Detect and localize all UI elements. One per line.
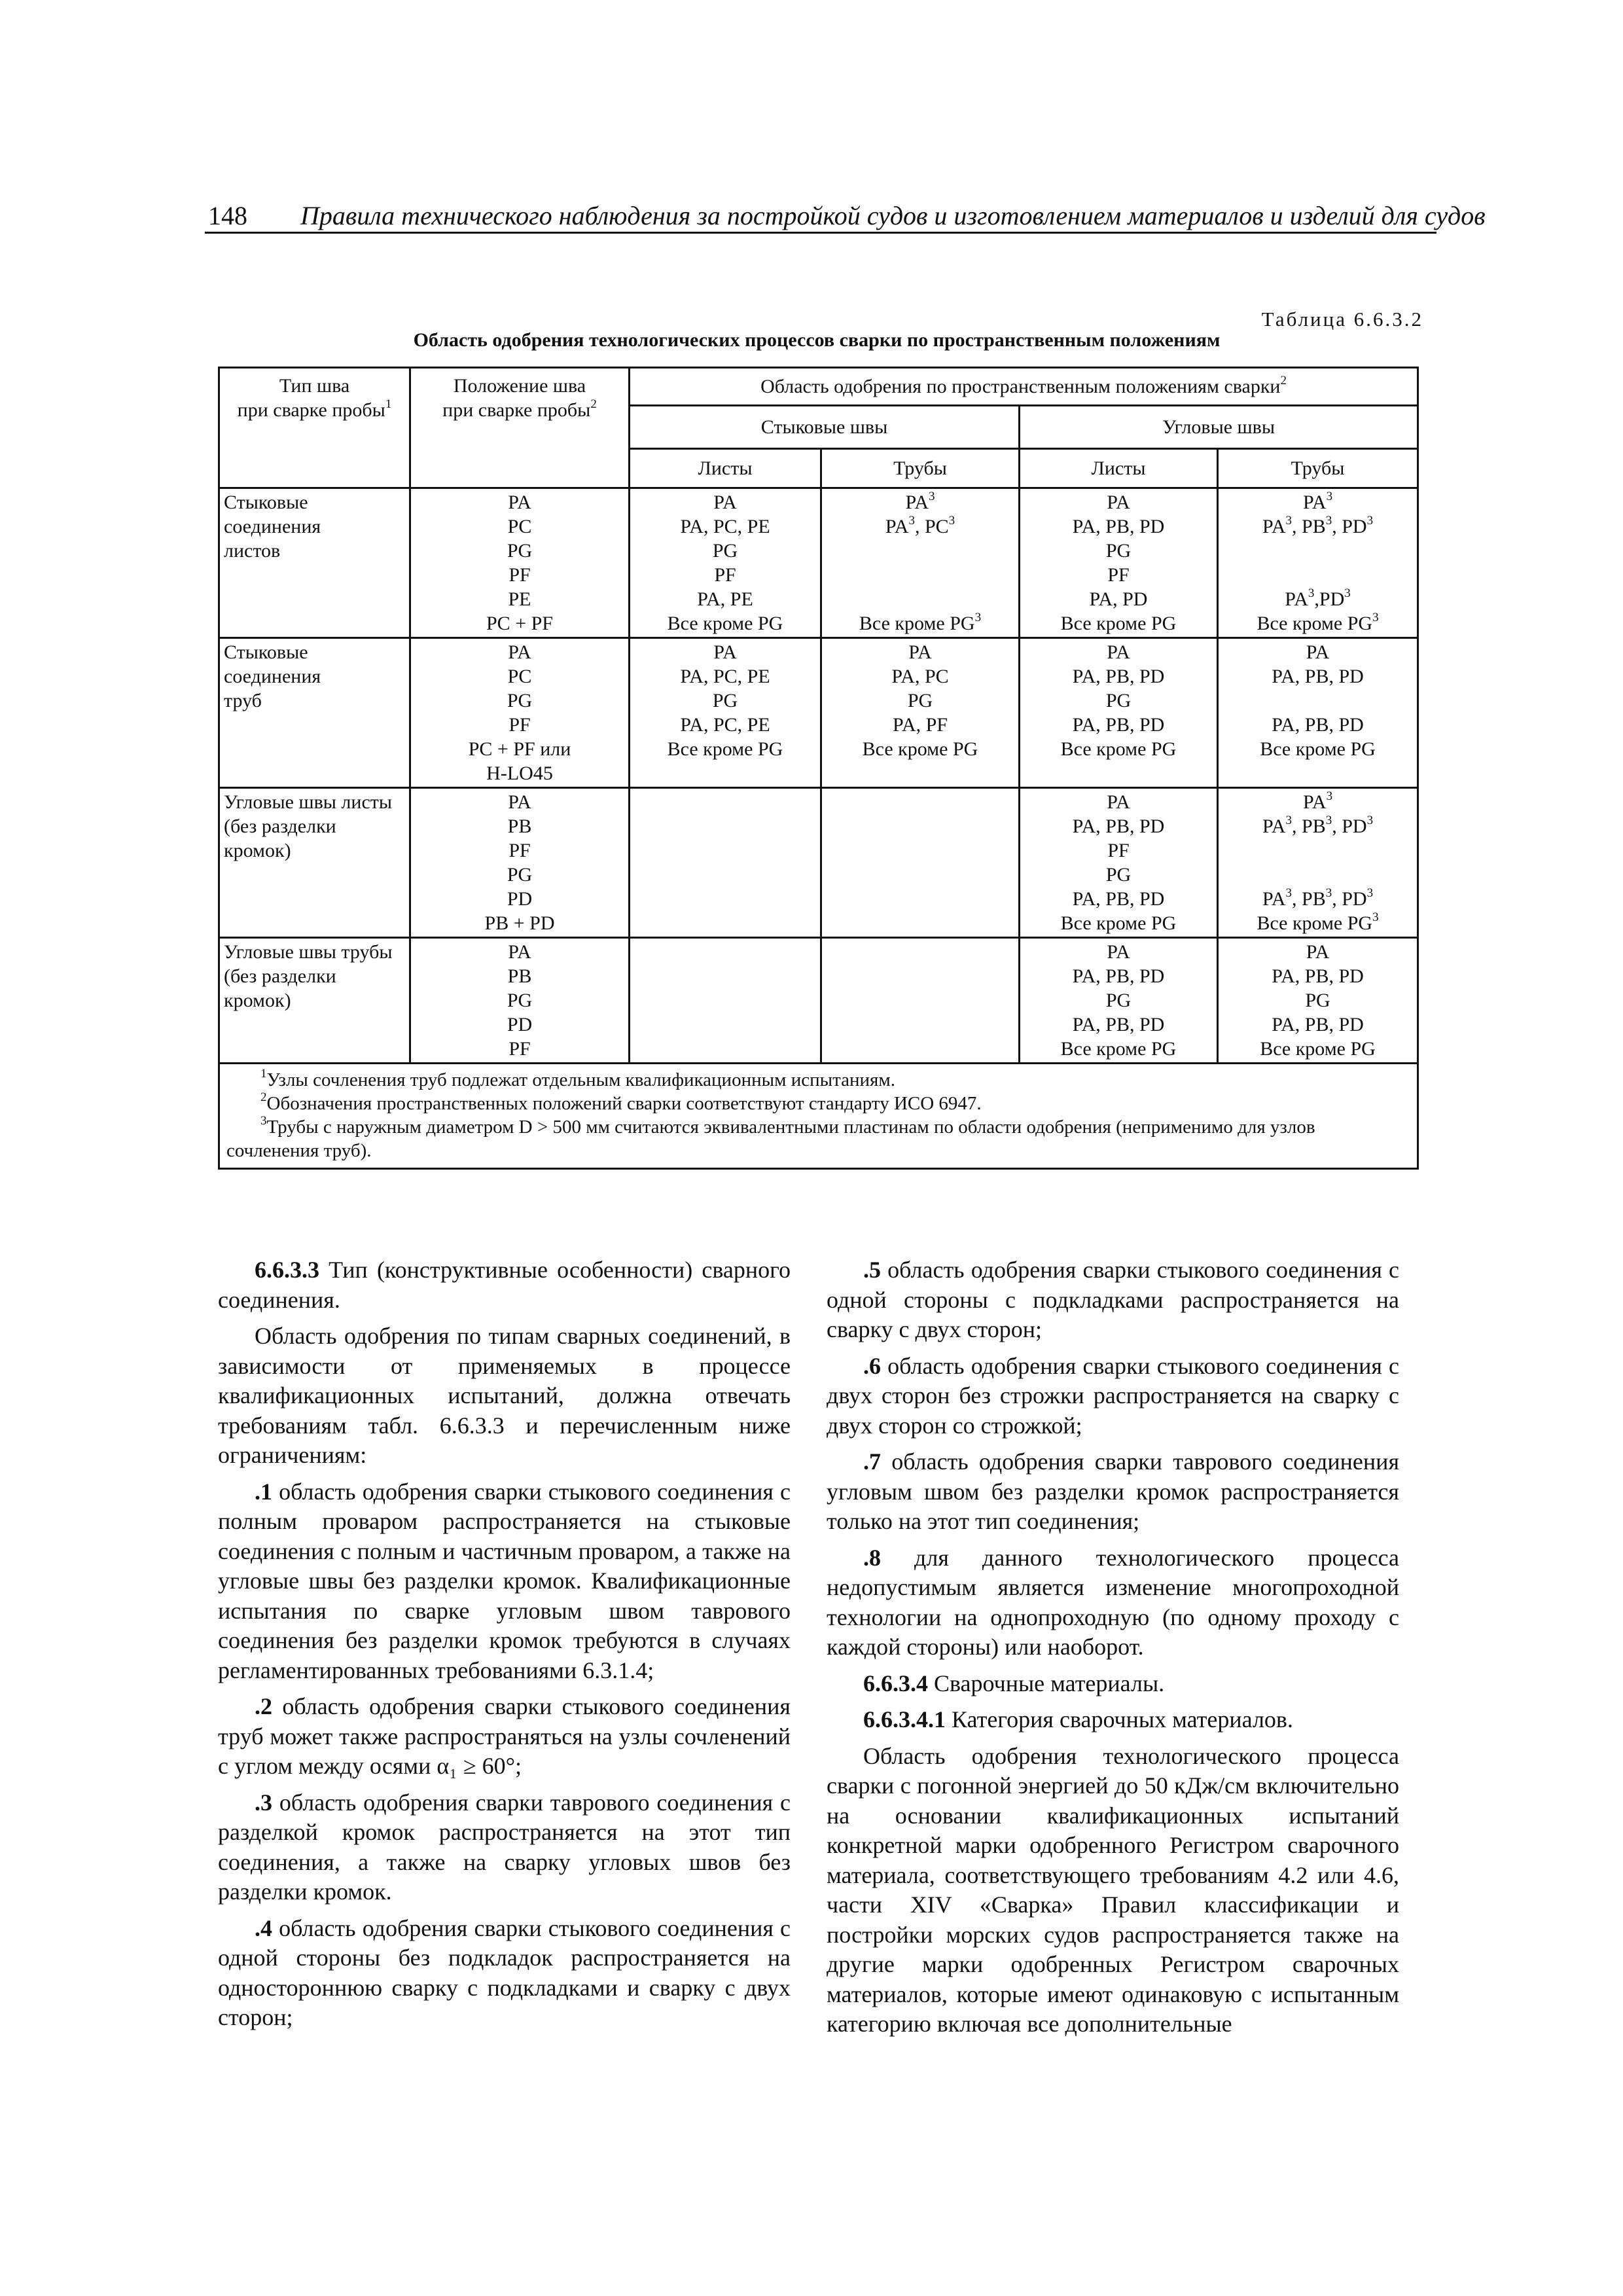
test-positions-value: PC: [507, 666, 532, 687]
header-rule: [205, 232, 1436, 234]
test-positions-value: PA: [508, 791, 531, 813]
fillet-plates-scope-value: Все кроме PG: [1060, 613, 1177, 634]
butt-plates-scope-value: PG: [712, 690, 738, 711]
paragraph: [218, 1321, 791, 1471]
paragraph-text: область одобрения сварки стыкового соединения с одной стороны без подкладок распространяется на одностороннюю сварку с подкладками и сварку с двух сторон;: [218, 1914, 791, 2030]
paragraph-text: для данного технологического процесса недопустимым является изменение многопроходной технологии на однопроходную (по одному проходу с каждой стороны) или наоборот.: [827, 1544, 1399, 1660]
butt-plates-scope-value: [634, 988, 816, 1013]
paragraph: [827, 1705, 1399, 1735]
test-positions-value: PG: [507, 690, 533, 711]
fillet-pipes-scope-value: [1222, 838, 1413, 863]
table-label: Таблица 6.6.3.2: [1261, 308, 1423, 331]
butt-plates-scope-value: [634, 838, 816, 863]
butt-plates-scope-value: [634, 1013, 816, 1037]
test-positions-value: PB: [507, 965, 532, 987]
table-row: [219, 638, 1418, 788]
test-positions-value: H-LO45: [486, 762, 553, 784]
butt-pipes-scope-cell: [821, 938, 1020, 1064]
header-butt-pipes: Трубы: [821, 449, 1020, 488]
test-positions-cell: [410, 638, 630, 788]
fillet-pipes-scope-value: PA: [1306, 641, 1330, 663]
fillet-plates-scope-value: PA, PD: [1089, 588, 1148, 610]
butt-plates-scope-value: Все кроме PG: [667, 738, 783, 760]
butt-plates-scope-value: PA, PC, PE: [680, 714, 770, 736]
paragraph: [827, 1669, 1399, 1699]
page-number: 148: [208, 201, 247, 230]
test-positions-value: PF: [508, 564, 531, 586]
butt-plates-scope-value: [634, 940, 816, 964]
clause-number: .1: [255, 1478, 272, 1505]
butt-pipes-scope-value: [826, 838, 1014, 863]
running-header: [205, 196, 1486, 236]
clause-number: 6.6.3.4.1: [863, 1706, 946, 1732]
clause-number: 6.6.3.4: [863, 1670, 928, 1696]
paragraph: [827, 1352, 1399, 1441]
paragraph-text: Категория сварочных материалов.: [946, 1706, 1293, 1732]
butt-plates-scope-value: [634, 863, 816, 887]
butt-pipes-scope-value: $PA^3$, $PC^3$: [885, 514, 955, 537]
fillet-plates-scope-cell: [1020, 788, 1218, 938]
weld-type-line: Стыковые: [224, 492, 308, 513]
weld-type-line: (без разделки: [224, 965, 336, 987]
paragraph-text: область одобрения сварки стыкового соединения с двух сторон без строжки распространяется на сварку с двух сторон со строжкой;: [827, 1352, 1399, 1439]
test-positions-value: PA: [508, 492, 531, 513]
table-row: [219, 938, 1418, 1064]
fillet-plates-scope-value: Все кроме PG: [1060, 738, 1177, 760]
test-positions-cell: [410, 938, 630, 1064]
fillet-plates-scope-value: PF: [1107, 840, 1130, 861]
paragraph: [827, 1255, 1399, 1345]
clause-number: 6.6.3.3: [255, 1257, 319, 1283]
butt-pipes-scope-cell: [821, 488, 1020, 638]
weld-type-line: (без разделки: [224, 816, 336, 837]
weld-type-line: соединения: [224, 666, 321, 687]
weld-type-line: Угловые швы листы: [224, 791, 393, 813]
test-positions-value: PE: [508, 588, 531, 610]
fillet-pipes-scope-value: $PA^3$: [1302, 490, 1333, 513]
paragraph: [218, 1692, 791, 1782]
header-weld-type: Тип шва при сварке пробы$^1$: [219, 368, 410, 488]
test-positions-cell: [410, 488, 630, 638]
weld-type-line: кромок): [224, 840, 291, 861]
butt-plates-scope-value: [634, 1037, 816, 1061]
butt-pipes-scope-value: [826, 761, 1014, 785]
test-positions-value: PG: [507, 864, 533, 886]
fillet-plates-scope-value: PA, PB, PD: [1072, 714, 1165, 736]
fillet-plates-scope-value: PA, PB, PD: [1072, 1014, 1165, 1035]
fillet-pipes-scope-value: $PA^3$, $PB^3$, $PD^3$: [1262, 814, 1374, 837]
test-positions-value: PC + PF или: [468, 738, 571, 760]
header-approval-scope: Область одобрения по пространственным положениям сварки$^2$: [630, 368, 1418, 406]
header-fillet-plates: Листы: [1020, 449, 1218, 488]
butt-plates-scope-value: [634, 790, 816, 814]
butt-pipes-scope-value: [826, 863, 1014, 887]
weld-type-line: листов: [224, 540, 281, 562]
test-positions-value: PA: [508, 641, 531, 663]
butt-pipes-scope-value: $PA^3$: [905, 490, 935, 513]
fillet-pipes-scope-cell: [1218, 938, 1418, 1064]
test-positions-value: PC: [507, 516, 532, 537]
paragraph: [218, 1255, 791, 1315]
running-title: Правила технического наблюдения за постройкой судов и изготовлением материалов и изделий для судов: [300, 201, 1486, 230]
weld-type-cell: [219, 638, 410, 788]
fillet-pipes-scope-value: PA, PB, PD: [1272, 1014, 1364, 1035]
fillet-plates-scope-value: Все кроме PG: [1060, 912, 1177, 934]
paragraph-text: область одобрения сварки стыкового соединения труб может также распространяться на узлы сочленений с углом между осями α₁ ≥ 60°;: [218, 1693, 791, 1779]
weld-type-line: труб: [224, 690, 262, 711]
fillet-pipes-scope-value: Все кроме $PG^3$: [1257, 611, 1379, 634]
table-caption: Область одобрения технологических процессов сварки по пространственным положениям: [413, 329, 1221, 351]
fillet-plates-scope-value: PG: [1105, 690, 1132, 711]
butt-pipes-scope-value: [826, 790, 1014, 814]
fillet-pipes-scope-value: Все кроме $PG^3$: [1257, 910, 1379, 934]
butt-pipes-scope-cell: [821, 788, 1020, 938]
test-positions-value: PC + PF: [486, 613, 553, 634]
weld-type-cell: [219, 788, 410, 938]
clause-number: .4: [255, 1914, 272, 1941]
test-positions-value: PG: [507, 540, 533, 562]
butt-plates-scope-cell: [630, 938, 821, 1064]
fillet-pipes-scope-value: PA, PB, PD: [1272, 714, 1364, 736]
butt-pipes-scope-value: PA, PF: [893, 714, 948, 736]
paragraph-text: Сварочные материалы.: [928, 1670, 1165, 1696]
test-positions-cell: [410, 788, 630, 938]
butt-plates-scope-cell: [630, 488, 821, 638]
butt-plates-scope-value: [634, 761, 816, 785]
table-row: [219, 788, 1418, 938]
fillet-plates-scope-value: [1024, 761, 1213, 785]
paragraph: [827, 1447, 1399, 1537]
butt-pipes-scope-value: PA: [908, 641, 932, 663]
butt-pipes-scope-value: [826, 814, 1014, 838]
fillet-plates-scope-value: PG: [1105, 540, 1132, 562]
butt-plates-scope-value: PF: [714, 564, 736, 586]
fillet-plates-scope-cell: [1020, 488, 1218, 638]
test-positions-value: PD: [507, 1014, 533, 1035]
clause-number: .7: [863, 1448, 881, 1475]
fillet-pipes-scope-value: $PA^3,PD^3$: [1285, 586, 1351, 610]
paragraph-text: Тип (конструктивные особенности) сварного соединения.: [218, 1257, 791, 1313]
butt-plates-scope-value: PA, PC, PE: [680, 666, 770, 687]
weld-type-line: Угловые швы трубы: [224, 941, 393, 963]
fillet-pipes-scope-value: $PA^3$, $PB^3$, $PD^3$: [1262, 886, 1374, 910]
butt-pipes-scope-value: PA, PC: [891, 666, 949, 687]
paragraph: [218, 1788, 791, 1907]
header-butt-plates: Листы: [630, 449, 821, 488]
fillet-pipes-scope-value: [1222, 761, 1413, 785]
paragraph-text: область одобрения сварки таврового соединения угловым швом без разделки кромок распространяется только на этот тип соединения;: [827, 1448, 1399, 1534]
paragraph-text: Область одобрения технологического процесса сварки с погонной энергией до 50 кДж/см включительно на основании квалификационных испытаний конкретной марки одобренного Регистром сварочного материала, соответствующего требованиям 4.2 или 4.6, части XIV «Сварка» Правил классификации и постройки морских судов распространяется также на другие марки одобренных Регистром сварочных материалов, которые имеют одинаковую с испытанным категорию включая все дополнительные: [827, 1742, 1399, 2037]
clause-number: .5: [863, 1257, 881, 1283]
fillet-plates-scope-value: PA: [1107, 941, 1130, 963]
fillet-pipes-scope-cell: [1218, 788, 1418, 938]
fillet-pipes-scope-cell: [1218, 488, 1418, 638]
butt-pipes-scope-value: [826, 539, 1014, 563]
test-positions-value: PF: [508, 1038, 531, 1060]
fillet-pipes-scope-value: PG: [1305, 990, 1330, 1011]
test-positions-value: PF: [508, 714, 531, 736]
butt-plates-scope-value: [634, 911, 816, 935]
paragraph: [218, 1914, 791, 2033]
fillet-pipes-scope-value: [1222, 539, 1413, 563]
butt-pipes-scope-value: [826, 587, 1014, 611]
clause-number: .8: [863, 1544, 881, 1571]
butt-pipes-scope-value: [826, 940, 1014, 964]
butt-pipes-scope-value: [826, 1037, 1014, 1061]
test-positions-value: PA: [508, 941, 531, 963]
butt-plates-scope-value: [634, 814, 816, 838]
header-test-position: Положение шва при сварке пробы$^2$: [410, 368, 630, 488]
butt-plates-scope-cell: [630, 638, 821, 788]
weld-type-cell: [219, 488, 410, 638]
footnote-1: $^1$Узлы сочленения труб подлежат отдельным квалификационным испытаниям.: [260, 1067, 895, 1090]
position-scope-table: [218, 367, 1419, 1170]
body-column-left: [218, 1255, 791, 2033]
butt-pipes-scope-value: [826, 911, 1014, 935]
fillet-plates-scope-value: Все кроме PG: [1060, 1038, 1177, 1060]
table-footnotes: [219, 1064, 1418, 1169]
butt-plates-scope-cell: [630, 788, 821, 938]
paragraph: [218, 1477, 791, 1686]
table-row: [219, 488, 1418, 638]
header-fillet-welds: Угловые швы: [1020, 406, 1418, 449]
fillet-pipes-scope-value: PA, PB, PD: [1272, 965, 1364, 987]
butt-pipes-scope-value: [826, 1013, 1014, 1037]
butt-pipes-scope-value: [826, 988, 1014, 1013]
butt-pipes-scope-value: [826, 563, 1014, 587]
weld-type-line: соединения: [224, 516, 321, 537]
fillet-plates-scope-value: PA: [1107, 641, 1130, 663]
clause-number: .2: [255, 1693, 272, 1719]
fillet-plates-scope-cell: [1020, 638, 1218, 788]
fillet-pipes-scope-value: $PA^3$: [1302, 789, 1333, 813]
fillet-plates-scope-value: PF: [1107, 564, 1130, 586]
fillet-plates-scope-value: PG: [1105, 990, 1132, 1011]
butt-pipes-scope-value: [826, 964, 1014, 988]
test-positions-value: PF: [508, 840, 531, 861]
butt-pipes-scope-cell: [821, 638, 1020, 788]
butt-plates-scope-value: PG: [712, 540, 738, 562]
fillet-pipes-scope-value: Все кроме PG: [1260, 1038, 1376, 1060]
fillet-pipes-scope-value: Все кроме PG: [1260, 738, 1376, 760]
fillet-pipes-scope-value: [1222, 689, 1413, 713]
butt-plates-scope-value: [634, 887, 816, 911]
fillet-plates-scope-value: PA: [1107, 791, 1130, 813]
fillet-plates-scope-value: PA, PB, PD: [1072, 816, 1165, 837]
paragraph-text: Область одобрения по типам сварных соединений, в зависимости от применяемых в процессе квалификационных испытаний, должна отвечать требованиям табл. 6.6.3.3 и перечисленным ниже ограничениям:: [218, 1323, 791, 1468]
butt-plates-scope-value: PA, PE: [697, 588, 753, 610]
butt-plates-scope-value: [634, 964, 816, 988]
header-butt-welds: Стыковые швы: [630, 406, 1020, 449]
paragraph-text: область одобрения сварки таврового соединения с разделкой кромок распространяется на этот тип соединения, а также на сварку угловых швов без разделки кромок.: [218, 1789, 791, 1905]
footnote-2: $^2$Обозначения пространственных положений сварки соответствуют стандарту ИСО 6947.: [260, 1090, 982, 1114]
test-positions-value: PB + PD: [484, 912, 555, 934]
weld-type-line: кромок): [224, 990, 291, 1011]
butt-plates-scope-value: PA: [713, 492, 737, 513]
fillet-plates-scope-value: PA: [1107, 492, 1130, 513]
fillet-plates-scope-value: PA, PB, PD: [1072, 888, 1165, 910]
paragraph: [827, 1543, 1399, 1662]
test-positions-value: PG: [507, 990, 533, 1011]
fillet-plates-scope-value: PA, PB, PD: [1072, 666, 1165, 687]
fillet-plates-scope-value: PA, PB, PD: [1072, 516, 1165, 537]
clause-number: .6: [863, 1352, 881, 1379]
test-positions-value: PB: [507, 816, 532, 837]
fillet-pipes-scope-value: $PA^3$, $PB^3$, $PD^3$: [1262, 514, 1374, 537]
fillet-pipes-scope-value: PA, PB, PD: [1272, 666, 1364, 687]
clause-number: .3: [255, 1789, 272, 1816]
weld-type-line: Стыковые: [224, 641, 308, 663]
fillet-plates-scope-value: PA, PB, PD: [1072, 965, 1165, 987]
fillet-pipes-scope-cell: [1218, 638, 1418, 788]
header-fillet-pipes: Трубы: [1218, 449, 1418, 488]
butt-pipes-scope-value: [826, 887, 1014, 911]
test-positions-value: PD: [507, 888, 533, 910]
butt-pipes-scope-value: Все кроме $PG^3$: [859, 611, 982, 634]
fillet-plates-scope-value: PG: [1105, 864, 1132, 886]
butt-plates-scope-value: PA, PC, PE: [680, 516, 770, 537]
paragraph: [827, 1742, 1399, 2039]
butt-pipes-scope-value: PG: [907, 690, 933, 711]
body-column-right: [827, 1255, 1399, 2039]
paragraph-text: область одобрения сварки стыкового соединения с полным проваром распространяется на стыковые соединения с полным и частичным проваром, а также на угловые швы без разделки кромок. Квалификационные испытания по сварке угловым швом таврового соединения без разделки кромок требуются в случаях регламентированных требованиями 6.3.1.4;: [218, 1478, 791, 1683]
paragraph-text: область одобрения сварки стыкового соединения с одной стороны с подкладками распространяется на сварку с двух сторон;: [827, 1257, 1399, 1342]
fillet-pipes-scope-value: PA: [1306, 941, 1330, 963]
footnote-3: $^3$Трубы с наружным диаметром D > 500 мм считаются эквивалентными пластинам по области одобрения (неприменимо для узлов сочленения труб).: [226, 1114, 1315, 1161]
butt-plates-scope-value: Все кроме PG: [667, 613, 783, 634]
fillet-pipes-scope-value: [1222, 863, 1413, 887]
fillet-pipes-scope-value: [1222, 563, 1413, 587]
butt-pipes-scope-value: Все кроме PG: [862, 738, 978, 760]
fillet-plates-scope-cell: [1020, 938, 1218, 1064]
butt-plates-scope-value: PA: [713, 641, 737, 663]
weld-type-cell: [219, 938, 410, 1064]
